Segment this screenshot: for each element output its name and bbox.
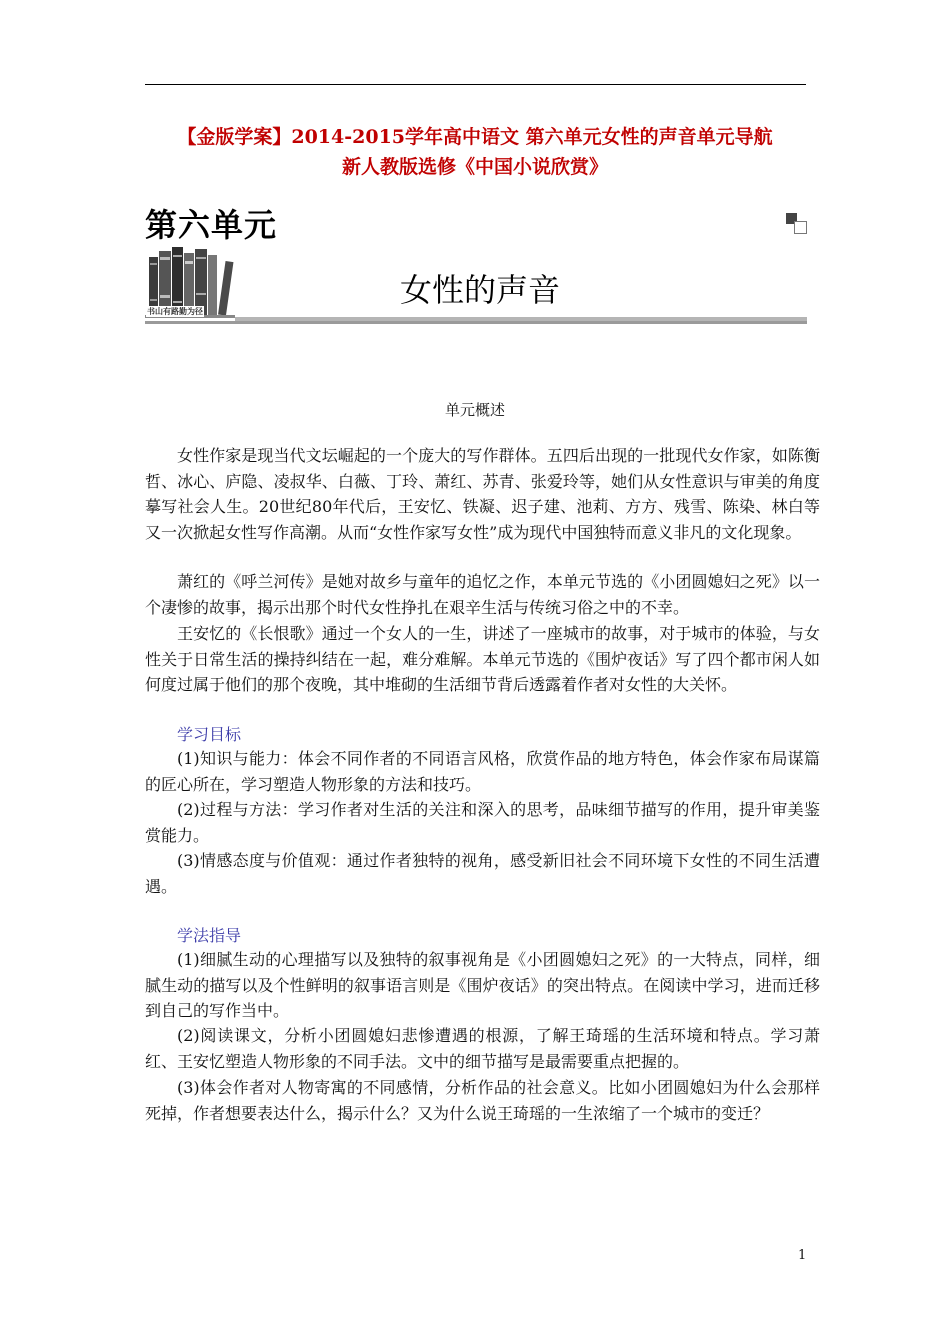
overview-heading: 单元概述 [444,401,505,419]
unit-label: 第六单元 [145,206,278,244]
page-number: 1 [798,1248,807,1263]
overview-paragraph: 王安忆的《长恨歌》通过一个女人的一生，讲述了一座城市的故事，对于城市的体验，与女性关于日常生活的操持纠结在一起，难分难解。本单元节选的《围炉夜话》写了四个都市闲人如何度过属于他们的那个夜晚，其中堆砌的生活细节背后透露着作者对女性的大关怀。 [145,624,820,695]
header-rule [145,84,806,85]
goal-item: (3)情感态度与价值观：通过作者独特的视角，感受新旧社会不同环境下女性的不同生活遭遇。 [145,851,820,896]
goal-item: (1)知识与能力：体会不同作者的不同语言风格，欣赏作品的地方特色，体会作家布局谋篇的匠心所在，学习塑造人物形象的方法和技巧。 [145,749,820,794]
method-item: (2)阅读课文，分析小团圆媳妇悲惨遭遇的根源，了解王琦瑶的生活环境和特点。学习萧红、王安忆塑造人物形象的不同手法。文中的细节描写是最需要重点把握的。 [145,1026,820,1071]
banner-rule-base [145,321,807,324]
document-title-line-2: 新人教版选修《中国小说欣赏》 [341,156,608,178]
methods-heading: 学法指导 [177,926,242,945]
document-title-line-1: 【金版学案】2014-2015学年高中语文 第六单元女性的声音单元导航 [177,126,773,148]
overview-paragraph: 女性作家是现当代文坛崛起的一个庞大的写作群体。五四后出现的一批现代女作家，如陈衡哲、冰心、庐隐、凌叔华、白薇、丁玲、萧红、苏青、张爱玲等，她们从女性意识与审美的角度摹写社会人生。20世纪80年代后，王安忆、铁凝、迟子建、池莉、方方、残雪、陈染、林白等又一次掀起女性写作高潮。从而“女性作家写女性”成为现代中国独特而意义非凡的文化现象。 [145,446,820,543]
corner-squares-icon [786,213,806,233]
unit-title: 女性的声音 [400,271,561,309]
overview-paragraph: 萧红的《呼兰河传》是她对故乡与童年的追忆之作，本单元节选的《小团圆媳妇之死》以一个凄惨的故事，揭示出那个时代女性挣扎在艰辛生活与传统习俗之中的不幸。 [145,572,820,617]
method-item: (1)细腻生动的心理描写以及独特的叙事视角是《小团圆媳妇之死》的一大特点，同样，细腻生动的描写以及个性鲜明的叙事语言则是《围炉夜话》的突出特点。在阅读中学习，进而迁移到自己的写作当中。 [145,950,820,1021]
method-item: (3)体会作者对人物寄寓的不同感情，分析作品的社会意义。比如小团圆媳妇为什么会那样死掉，作者想要表达什么，揭示什么？又为什么说王琦瑶的一生浓缩了一个城市的变迁？ [145,1078,820,1123]
goal-item: (2)过程与方法：学习作者对生活的关注和深入的思考，品味细节描写的作用，提升审美鉴赏能力。 [145,800,820,845]
goals-heading: 学习目标 [177,725,242,744]
motto-caption: 书山有路勤为径 [147,307,203,316]
